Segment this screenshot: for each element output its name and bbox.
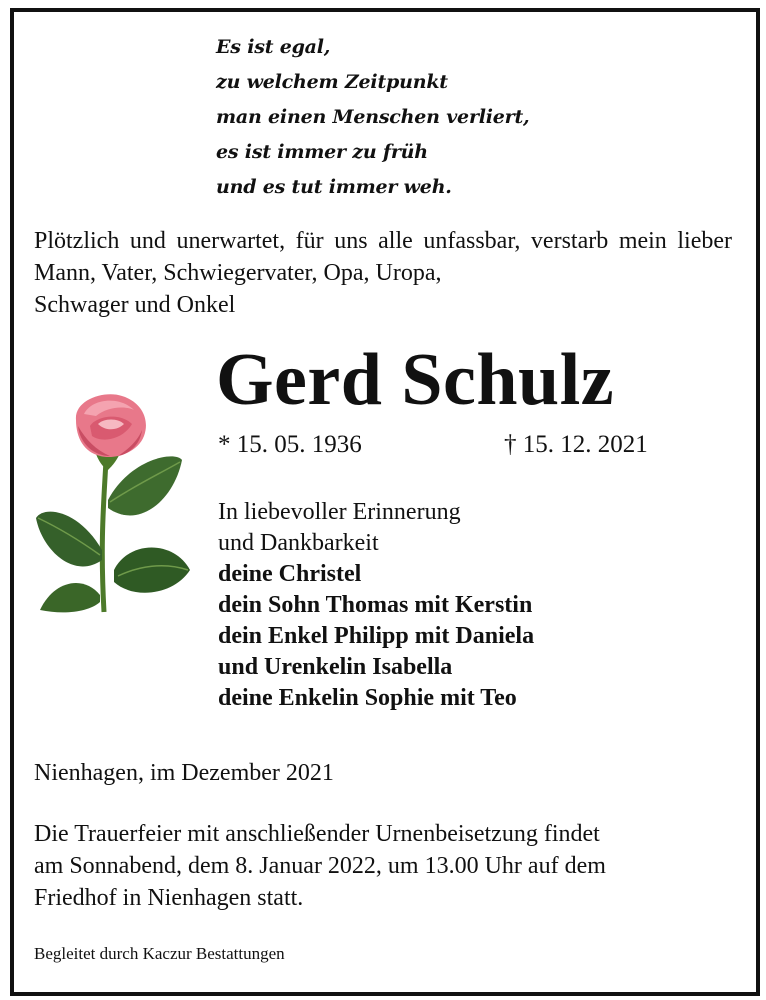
mourner-name: deine Enkelin Sophie mit Teo [218,685,517,711]
mourner-name: deine Christel [218,561,362,587]
poem-line: man einen Menschen verliert, [216,106,530,128]
mourners-list [218,497,534,714]
mourner-name: dein Sohn Thomas mit Kerstin [218,592,533,618]
service-info [34,818,734,914]
remembrance-line: und Dankbarkeit [218,530,379,556]
mourner-name: dein Enkel Philipp mit Daniela [218,623,535,649]
service-line: Friedhof in Nienhagen statt. [34,885,304,911]
poem-line: und es tut immer weh. [216,176,452,198]
intro-text [34,225,732,321]
mourner-name: und Urenkelin Isabella [218,654,453,680]
intro-line: Schwager und Onkel [34,292,236,318]
rose-image [34,390,194,620]
death-date: † 15. 12. 2021 [504,431,648,458]
funeral-home: Begleitet durch Kaczur Bestattungen [34,944,285,963]
service-line: Die Trauerfeier mit anschließender Urnenbeisetzung findet [34,821,600,847]
poem [216,30,529,205]
poem-line: Es ist egal, [216,36,331,58]
poem-line: zu welchem Zeitpunkt [216,71,448,93]
remembrance-line: In liebevoller Erinnerung [218,499,461,525]
birth-date: * 15. 05. 1936 [218,431,362,458]
intro-line: Plötzlich und unerwartet, für uns alle unfassbar, verstarb [34,228,609,254]
deceased-name: Gerd Schulz [216,339,615,421]
place-date: Nienhagen, im Dezember 2021 [34,760,334,786]
intro-line: mein lieber Mann, Vater, Schwiegervater, Opa, Uropa, [34,228,733,286]
poem-line: es ist immer zu früh [216,141,428,163]
service-line: am Sonnabend, dem 8. Januar 2022, um 13.00 Uhr auf dem [34,853,606,879]
